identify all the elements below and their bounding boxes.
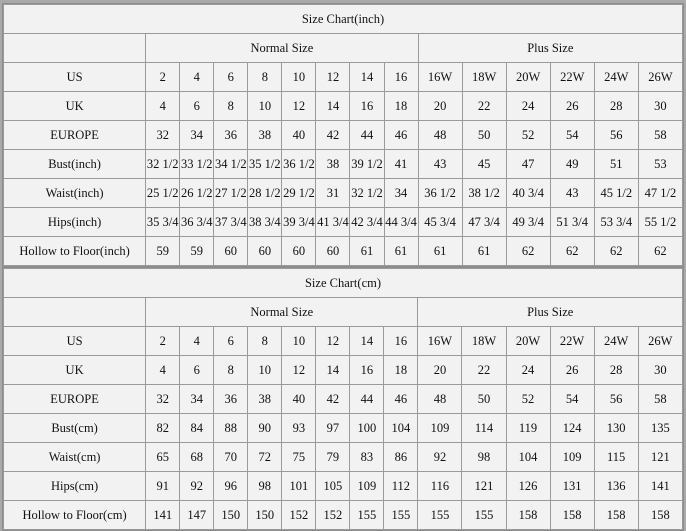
cell: 6 [180,92,214,121]
cell: 75 [282,443,316,472]
group-header-normal: Normal Size [146,34,418,63]
cell: 6 [214,327,248,356]
table-title-row [4,5,683,34]
cell: 42 3/4 [350,208,384,237]
cell: 22 [462,92,506,121]
cell: 50 [462,385,506,414]
chart-title: Size Chart(cm) [4,269,683,298]
cell: 48 [418,385,462,414]
table-row [4,208,683,237]
table-row [4,327,683,356]
cell: 24 [506,92,550,121]
cell: 10 [282,63,316,92]
row-label: Bust(inch) [4,150,146,179]
cell: 58 [638,121,682,150]
table-row [4,443,683,472]
cell: 40 [282,385,316,414]
cell: 53 3/4 [594,208,638,237]
cell: 4 [180,327,214,356]
cell: 51 [594,150,638,179]
cell: 51 3/4 [550,208,594,237]
size-table-cm [3,268,683,530]
cell: 8 [214,356,248,385]
cell: 93 [282,414,316,443]
cell: 155 [418,501,462,530]
cell: 25 1/2 [146,179,180,208]
cell: 88 [214,414,248,443]
cell: 141 [638,472,682,501]
cell: 42 [316,121,350,150]
cell: 18W [462,327,506,356]
row-label: UK [4,356,146,385]
cell: 70 [214,443,248,472]
cell: 61 [418,237,462,266]
cell: 27 1/2 [214,179,248,208]
cell: 136 [594,472,638,501]
table-row [4,501,683,530]
cell: 46 [384,385,418,414]
row-label: US [4,327,146,356]
cell: 158 [594,501,638,530]
cell: 98 [462,443,506,472]
cell: 4 [180,63,214,92]
cell: 28 [594,92,638,121]
cell: 54 [550,121,594,150]
cell: 32 [146,385,180,414]
table-row [4,385,683,414]
cell: 6 [180,356,214,385]
cell: 22W [550,63,594,92]
cell: 10 [248,356,282,385]
row-label: UK [4,92,146,121]
table-group-row [4,34,683,63]
cell: 20W [506,327,550,356]
cell: 24W [594,63,638,92]
cell: 86 [384,443,418,472]
chart-title: Size Chart(inch) [4,5,683,34]
cell: 30 [638,92,682,121]
cell: 59 [180,237,214,266]
cell: 158 [550,501,594,530]
cell: 135 [638,414,682,443]
cell: 150 [214,501,248,530]
corner-cell [4,298,146,327]
cell: 121 [462,472,506,501]
cell: 36 [214,385,248,414]
cell: 38 [316,150,350,179]
cell: 48 [418,121,462,150]
cell: 41 [384,150,418,179]
cell: 45 1/2 [594,179,638,208]
cell: 68 [180,443,214,472]
cell: 26 [550,92,594,121]
cell: 114 [462,414,506,443]
cell: 12 [282,92,316,121]
cell: 150 [248,501,282,530]
cell: 40 [282,121,316,150]
cell: 62 [594,237,638,266]
cell: 32 1/2 [146,150,180,179]
corner-cell [4,34,146,63]
row-label: Hollow to Floor(cm) [4,501,146,530]
group-header-normal: Normal Size [146,298,418,327]
cell: 33 1/2 [180,150,214,179]
row-label: Hollow to Floor(inch) [4,237,146,266]
table-title-row [4,269,683,298]
cell: 20W [506,63,550,92]
row-label: Waist(cm) [4,443,146,472]
cell: 22W [550,327,594,356]
cell: 79 [316,443,350,472]
cell: 31 [316,179,350,208]
cell: 101 [282,472,316,501]
table-row [4,63,683,92]
cell: 36 1/2 [418,179,462,208]
row-label: EUROPE [4,121,146,150]
cell: 26 [550,356,594,385]
cell: 16W [418,327,462,356]
cell: 16 [350,356,384,385]
cell: 40 3/4 [506,179,550,208]
table-row [4,92,683,121]
table-row [4,150,683,179]
cell: 39 1/2 [350,150,384,179]
cell: 4 [146,356,180,385]
cell: 38 [248,385,282,414]
cell: 26W [638,63,682,92]
table-row [4,179,683,208]
cell: 50 [462,121,506,150]
cell: 30 [638,356,682,385]
row-label: US [4,63,146,92]
cell: 46 [384,121,418,150]
cell: 38 [248,121,282,150]
cell: 54 [550,385,594,414]
group-header-plus: Plus Size [418,34,682,63]
cell: 44 [350,385,384,414]
cell: 34 [180,385,214,414]
size-chart-inch [2,3,684,267]
table-group-row [4,298,683,327]
cell: 28 1/2 [248,179,282,208]
cell: 36 1/2 [282,150,316,179]
cell: 16 [384,327,418,356]
cell: 61 [384,237,418,266]
cell: 24W [594,327,638,356]
cell: 155 [462,501,506,530]
cell: 18W [462,63,506,92]
cell: 2 [146,327,180,356]
cell: 109 [350,472,384,501]
cell: 14 [316,356,350,385]
cell: 45 [462,150,506,179]
cell: 2 [146,63,180,92]
cell: 130 [594,414,638,443]
cell: 155 [384,501,418,530]
table-row [4,472,683,501]
cell: 131 [550,472,594,501]
size-chart-cm [2,267,684,531]
cell: 61 [462,237,506,266]
cell: 34 1/2 [214,150,248,179]
cell: 100 [350,414,384,443]
cell: 53 [638,150,682,179]
cell: 72 [248,443,282,472]
cell: 20 [418,92,462,121]
table-row [4,121,683,150]
cell: 158 [506,501,550,530]
cell: 119 [506,414,550,443]
row-label: EUROPE [4,385,146,414]
cell: 14 [316,92,350,121]
cell: 26W [638,327,682,356]
cell: 20 [418,356,462,385]
cell: 56 [594,121,638,150]
cell: 109 [550,443,594,472]
cell: 44 [350,121,384,150]
row-label: Waist(inch) [4,179,146,208]
cell: 36 3/4 [180,208,214,237]
cell: 32 [146,121,180,150]
cell: 10 [248,92,282,121]
cell: 16W [418,63,462,92]
cell: 22 [462,356,506,385]
cell: 112 [384,472,418,501]
cell: 12 [282,356,316,385]
cell: 105 [316,472,350,501]
cell: 8 [214,92,248,121]
cell: 47 3/4 [462,208,506,237]
cell: 84 [180,414,214,443]
cell: 26 1/2 [180,179,214,208]
cell: 82 [146,414,180,443]
cell: 14 [350,327,384,356]
cell: 91 [146,472,180,501]
cell: 92 [418,443,462,472]
cell: 155 [350,501,384,530]
cell: 83 [350,443,384,472]
cell: 16 [350,92,384,121]
cell: 35 3/4 [146,208,180,237]
cell: 104 [384,414,418,443]
cell: 42 [316,385,350,414]
cell: 47 1/2 [638,179,682,208]
cell: 158 [638,501,682,530]
cell: 65 [146,443,180,472]
cell: 104 [506,443,550,472]
cell: 8 [248,327,282,356]
cell: 8 [248,63,282,92]
cell: 14 [350,63,384,92]
cell: 16 [384,63,418,92]
cell: 98 [248,472,282,501]
cell: 147 [180,501,214,530]
cell: 37 3/4 [214,208,248,237]
cell: 38 1/2 [462,179,506,208]
cell: 34 [180,121,214,150]
cell: 4 [146,92,180,121]
cell: 115 [594,443,638,472]
cell: 60 [316,237,350,266]
cell: 12 [316,327,350,356]
cell: 49 [550,150,594,179]
cell: 60 [248,237,282,266]
cell: 60 [214,237,248,266]
cell: 35 1/2 [248,150,282,179]
cell: 59 [146,237,180,266]
cell: 56 [594,385,638,414]
cell: 43 [550,179,594,208]
cell: 60 [282,237,316,266]
cell: 62 [638,237,682,266]
row-label: Bust(cm) [4,414,146,443]
cell: 52 [506,385,550,414]
cell: 52 [506,121,550,150]
cell: 24 [506,356,550,385]
table-row [4,237,683,266]
cell: 116 [418,472,462,501]
cell: 141 [146,501,180,530]
cell: 62 [506,237,550,266]
table-row [4,414,683,443]
cell: 36 [214,121,248,150]
cell: 152 [316,501,350,530]
cell: 121 [638,443,682,472]
cell: 61 [350,237,384,266]
cell: 124 [550,414,594,443]
cell: 44 3/4 [384,208,418,237]
cell: 47 [506,150,550,179]
cell: 28 [594,356,638,385]
cell: 152 [282,501,316,530]
size-table-inch [3,4,683,266]
cell: 55 1/2 [638,208,682,237]
cell: 126 [506,472,550,501]
cell: 18 [384,92,418,121]
cell: 39 3/4 [282,208,316,237]
row-label: Hips(inch) [4,208,146,237]
cell: 43 [418,150,462,179]
cell: 6 [214,63,248,92]
cell: 62 [550,237,594,266]
cell: 32 1/2 [350,179,384,208]
cell: 18 [384,356,418,385]
table-row [4,356,683,385]
cell: 96 [214,472,248,501]
cell: 34 [384,179,418,208]
cell: 92 [180,472,214,501]
cell: 109 [418,414,462,443]
group-header-plus: Plus Size [418,298,683,327]
cell: 49 3/4 [506,208,550,237]
cell: 12 [316,63,350,92]
cell: 10 [282,327,316,356]
cell: 90 [248,414,282,443]
cell: 45 3/4 [418,208,462,237]
cell: 41 3/4 [316,208,350,237]
cell: 29 1/2 [282,179,316,208]
row-label: Hips(cm) [4,472,146,501]
cell: 38 3/4 [248,208,282,237]
cell: 58 [638,385,682,414]
cell: 97 [316,414,350,443]
